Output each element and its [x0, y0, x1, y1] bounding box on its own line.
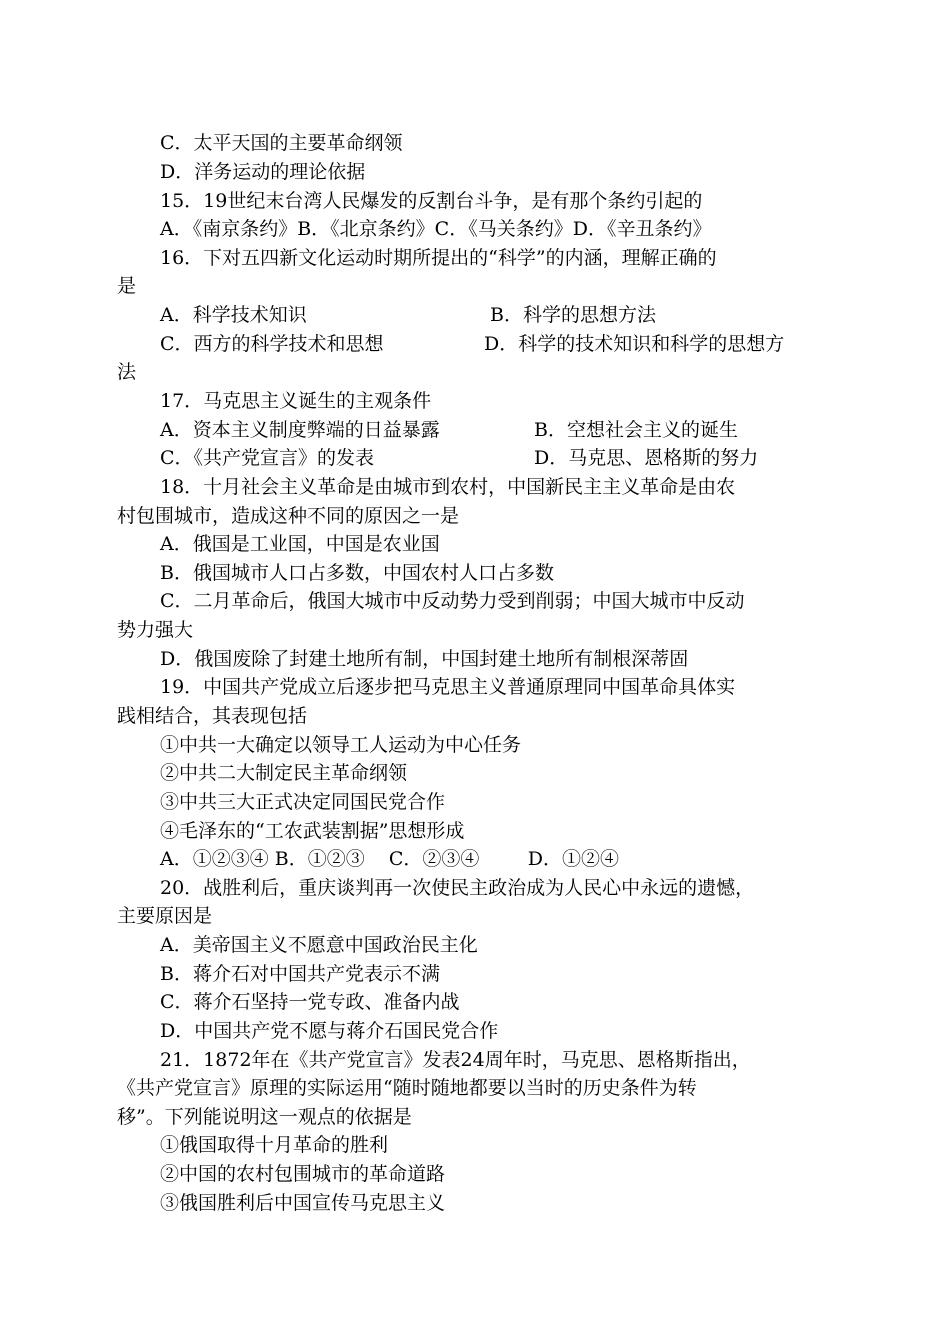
question-17-option-c: C．《共产党宣言》的发表: [160, 447, 375, 469]
question-21: 21．1872年在《共产党宣言》发表24周年时，马克思、恩格斯指出，: [160, 1049, 751, 1071]
question-15: 15．19世纪末台湾人民爆发的反割台斗争，是有那个条约引起的: [160, 190, 703, 212]
question-16-option-a: A．科学技术知识: [160, 304, 307, 326]
question-19-item-1: ①中共一大确定以领导工人运动为中心任务: [160, 734, 522, 756]
question-16: 16．下对五四新文化运动时期所提出的“科学”的内涵，理解正确的: [160, 247, 717, 269]
question-17-option-b: B．空想社会主义的诞生: [534, 419, 738, 441]
question-21-continued-1: 《共产党宣言》原理的实际运用“随时随地都要以当时的历史条件为转: [117, 1077, 697, 1099]
question-17-option-a: A．资本主义制度弊端的日益暴露: [160, 419, 440, 441]
question-18-option-b: B．俄国城市人口占多数，中国农村人口占多数: [160, 562, 554, 584]
question-17-option-d: D．马克思、恩格斯的努力: [534, 447, 759, 469]
question-21-item-1: ①俄国取得十月革命的胜利: [160, 1134, 389, 1156]
question-18-option-d: D．俄国废除了封建土地所有制，中国封建土地所有制根深蒂固: [160, 648, 689, 670]
question-20-option-b: B．蒋介石对中国共产党表示不满: [160, 963, 440, 985]
question-20-option-a: A．美帝国主义不愿意中国政治民主化: [160, 934, 478, 956]
question-16-continued: 是: [117, 275, 137, 297]
question-19-item-2: ②中共二大制定民主革命纲领: [160, 762, 408, 784]
question-20-continued: 主要原因是: [117, 905, 213, 927]
question-19-options: A．①②③④ B．①②③ C．②③④ D．①②④: [160, 848, 619, 870]
question-19-item-3: ③中共三大正式决定同国民党合作: [160, 791, 446, 813]
question-21-item-3: ③俄国胜利后中国宣传马克思主义: [160, 1192, 446, 1214]
question-18-continued: 村包围城市，造成这种不同的原因之一是: [117, 505, 460, 527]
question-15-options: A．《南京条约》B．《北京条约》C．《马关条约》D．《辛丑条约》: [160, 218, 712, 240]
question-19-item-4: ④毛泽东的“工农武装割据”思想形成: [160, 820, 465, 842]
question-16-option-d-continued: 法: [117, 361, 137, 383]
question-20-option-c: C．蒋介石坚持一党专政、准备内战: [160, 991, 460, 1013]
option-d: D．洋务运动的理论依据: [160, 161, 366, 183]
question-18-option-a: A．俄国是工业国，中国是农业国: [160, 533, 440, 555]
question-21-item-2: ②中国的农村包围城市的革命道路: [160, 1163, 446, 1185]
question-20: 20．战胜利后，重庆谈判再一次使民主政治成为人民心中永远的遗憾，: [160, 877, 755, 899]
question-17: 17．马克思主义诞生的主观条件: [160, 390, 432, 412]
question-16-option-b: B．科学的思想方法: [490, 304, 656, 326]
question-21-continued-2: 移”。下列能说明这一观点的依据是: [117, 1106, 412, 1128]
question-18: 18．十月社会主义革命是由城市到农村，中国新民主主义革命是由农: [160, 476, 736, 498]
question-18-option-c-continued: 势力强大: [117, 619, 194, 641]
question-20-option-d: D．中国共产党不愿与蒋介石国民党合作: [160, 1020, 499, 1042]
option-c: C．太平天国的主要革命纲领: [160, 132, 403, 154]
question-16-option-d: D．科学的技术知识和科学的思想方: [484, 333, 785, 355]
question-19-continued: 践相结合，其表现包括: [117, 705, 308, 727]
question-19: 19．中国共产党成立后逐步把马克思主义普通原理同中国革命具体实: [160, 676, 736, 698]
question-16-option-c: C．西方的科学技术和思想: [160, 333, 384, 355]
question-18-option-c: C．二月革命后，俄国大城市中反动势力受到削弱；中国大城市中反动: [160, 590, 745, 612]
